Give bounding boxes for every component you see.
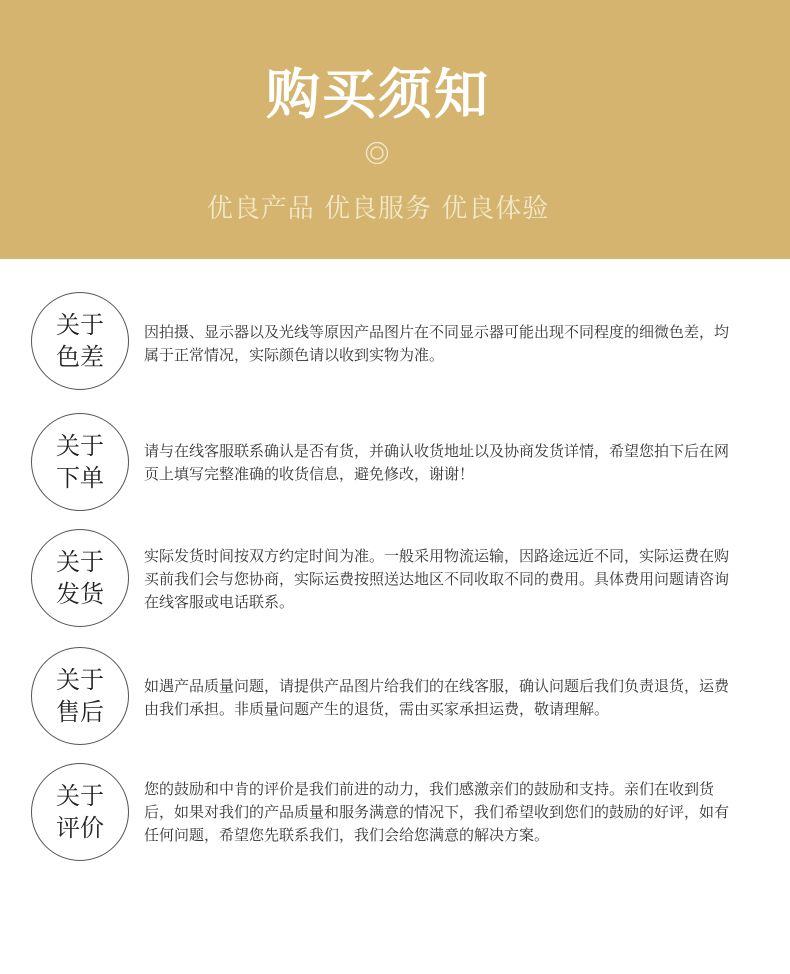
section-badge: [31, 413, 129, 511]
section-review: [0, 763, 790, 863]
section-badge: [31, 647, 129, 745]
section-after-sales: [0, 647, 790, 747]
page-subtitle: 优良产品 优良服务 优良体验: [206, 194, 550, 224]
badge-line-1: 关于: [56, 311, 104, 339]
section-badge: [31, 292, 129, 390]
section-badge: [31, 763, 129, 861]
section-text: 请与在线客服联系确认是否有货，并确认收货地址以及协商发货详情，希望您拍下后在网页上填写完整准确的收货信息，避免修改，谢谢！: [144, 442, 730, 483]
badge-line-2: 色差: [56, 343, 104, 371]
circle-target-icon: [365, 141, 389, 165]
badge-line-2: 下单: [56, 464, 104, 492]
section-text: 实际发货时间按双方约定时间为准。一般采用物流运输，因路途远近不同，实际运费在购买前我们会与您协商，实际运费按照送达地区不同收取不同的费用。具体费用问题请咨询在线客服或电话联系。: [144, 547, 730, 611]
badge-line-1: 关于: [56, 432, 104, 460]
badge-line-1: 关于: [56, 782, 104, 810]
page-title: 购买须知: [266, 63, 490, 126]
badge-line-2: 售后: [56, 698, 104, 726]
badge-line-1: 关于: [56, 548, 104, 576]
section-ordering: [0, 413, 790, 513]
badge-line-2: 评价: [56, 814, 104, 842]
section-color-difference: [0, 292, 790, 392]
section-badge: [31, 529, 129, 627]
section-text: 如遇产品质量问题，请提供产品图片给我们的在线客服，确认问题后我们负责退货，运费由我们承担。非质量问题产生的退货，需由买家承担运费，敬请理解。: [144, 677, 730, 718]
section-text: 因拍摄、显示器以及光线等原因产品图片在不同显示器可能出现不同程度的细微色差，均属于正常情况，实际颜色请以收到实物为准。: [144, 323, 730, 364]
section-text: 您的鼓励和中肯的评价是我们前进的动力，我们感激亲们的鼓励和支持。亲们在收到货后，如果对我们的产品质量和服务满意的情况下，我们希望收到您们的鼓励的好评，如有任何问题，希望您先联系我们，我们会给您满意的解决方案。: [144, 780, 730, 844]
section-shipping: [0, 529, 790, 629]
badge-line-2: 发货: [56, 580, 104, 608]
header-banner: [0, 0, 790, 259]
badge-line-1: 关于: [56, 666, 104, 694]
